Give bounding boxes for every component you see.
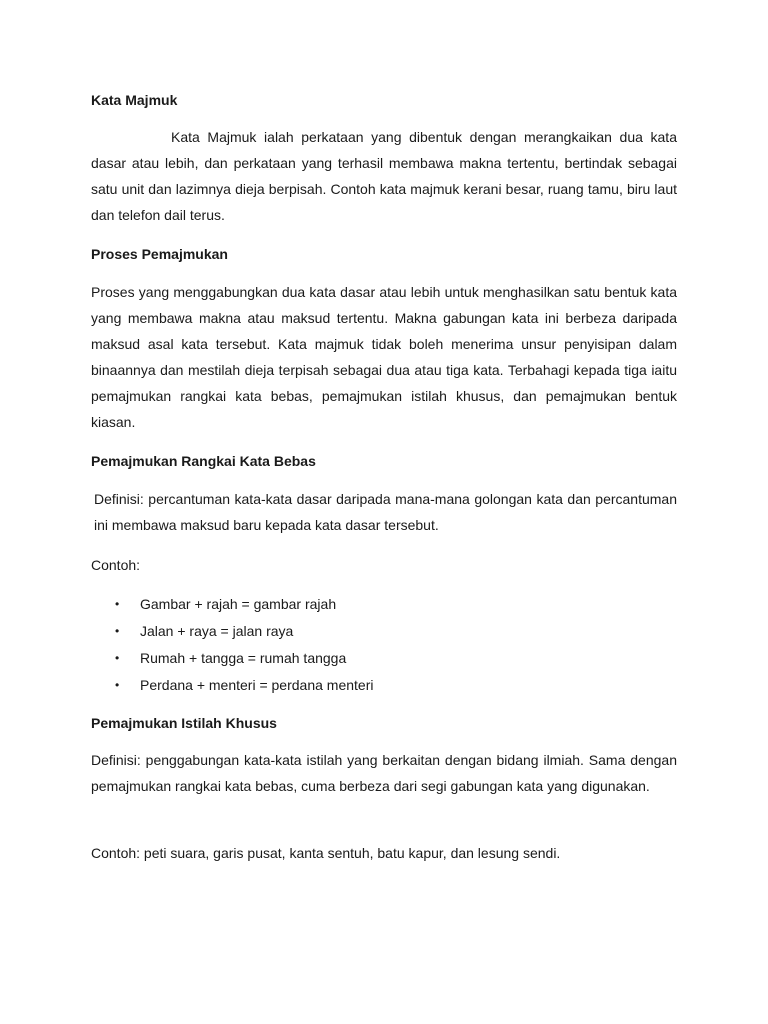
definition-istilah-khusus: Definisi: penggabungan kata-kata istilah yang berkaitan dengan bidang ilmiah. Sama dengan pemajmukan rangkai kata bebas, cuma berbeza dari segi gabungan kata yang digunakan. <box>91 752 677 794</box>
example-label: Contoh: <box>91 557 141 573</box>
list-item <box>91 645 677 672</box>
heading-kata-majmuk: Kata Majmuk <box>91 92 178 108</box>
list-item <box>91 591 677 618</box>
example-istilah-khusus: Contoh: peti suara, garis pusat, kanta sentuh, batu kapur, dan lesung sendi. <box>91 845 561 861</box>
bullet-icon: • <box>115 678 120 692</box>
list-item-text: Rumah + tangga = rumah tangga <box>140 650 347 666</box>
list-item <box>91 618 677 645</box>
paragraph-proses-pemajmukan: Proses yang menggabungkan dua kata dasar atau lebih untuk menghasilkan satu bentuk kata yang membawa makna atau maksud tertentu. Makna gabungan kata ini berbeza daripada maksud asal kata tersebut. Kata majmuk tidak boleh menerima unsur penyisipan dalam binaannya dan mestilah dieja terpisah sebagai dua atau tiga kata. Terbahagi kepada tiga iaitu pemajmukan rangkai kata bebas, pemajmukan istilah khusus, dan pemajmukan bentuk kiasan. <box>91 284 677 430</box>
paragraph-kata-majmuk: Kata Majmuk ialah perkataan yang dibentuk dengan merangkaikan dua kata dasar atau lebih, dan perkataan yang terhasil membawa makna tertentu, bertindak sebagai satu unit dan lazimnya dieja berpisah. Contoh kata majmuk kerani besar, ruang tamu, biru laut dan telefon dail terus. <box>91 129 677 223</box>
bullet-icon: • <box>115 624 120 638</box>
list-item-text: Jalan + raya = jalan raya <box>140 623 294 639</box>
list-item-text: Perdana + menteri = perdana menteri <box>140 677 374 693</box>
list-item-text: Gambar + rajah = gambar rajah <box>140 596 337 612</box>
bullet-icon: • <box>115 651 120 665</box>
heading-istilah-khusus: Pemajmukan Istilah Khusus <box>91 715 277 731</box>
bullet-icon: • <box>115 597 120 611</box>
heading-proses-pemajmukan: Proses Pemajmukan <box>91 246 228 262</box>
definition-rangkai-kata-bebas: Definisi: percantuman kata-kata dasar daripada mana-mana golongan kata dan percantuman ini membawa maksud baru kepada kata dasar tersebut. <box>94 491 677 533</box>
list-item <box>91 672 677 699</box>
example-list <box>91 591 677 699</box>
heading-rangkai-kata-bebas: Pemajmukan Rangkai Kata Bebas <box>91 453 316 469</box>
